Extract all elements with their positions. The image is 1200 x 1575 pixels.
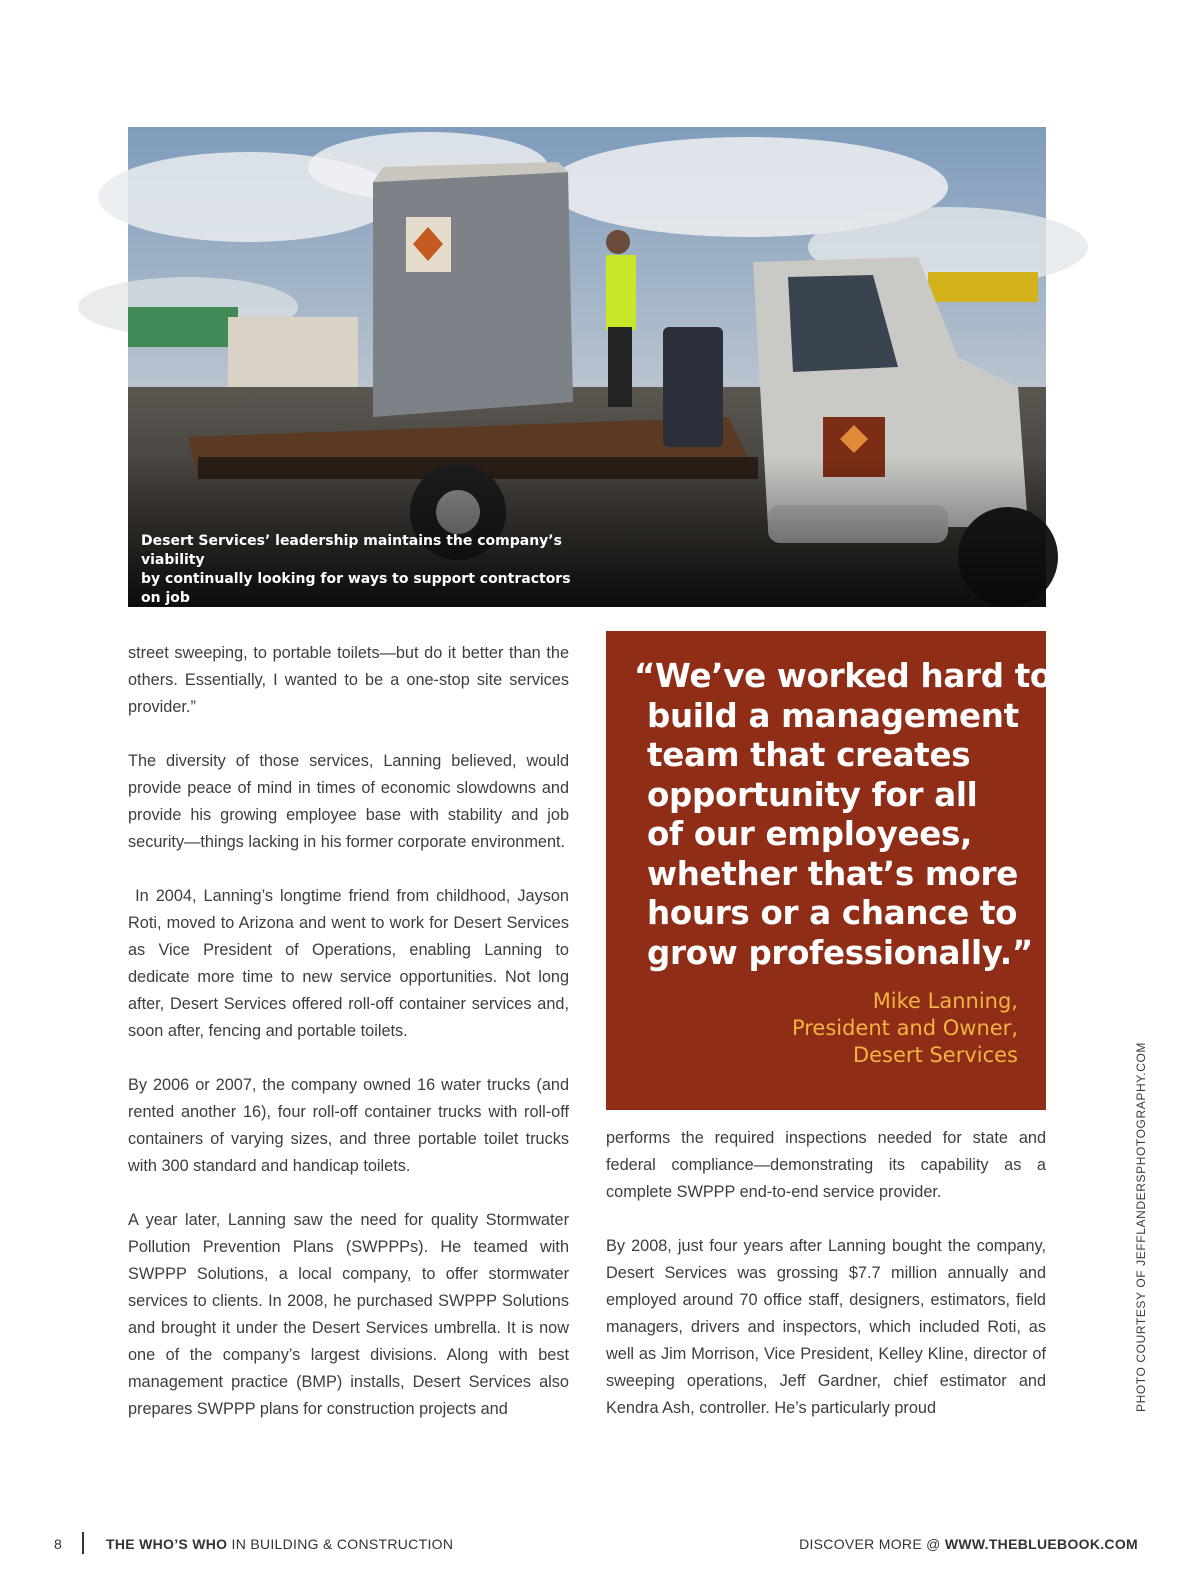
pull-quote xyxy=(634,657,1052,973)
paragraph: street sweeping, to portable toilets—but do it better than the others. Essentially, I wanted to be a one-stop site services provider.” xyxy=(128,644,569,716)
quote-line: “We’ve worked hard to xyxy=(634,657,1052,695)
quote-line: grow professionally.” xyxy=(647,933,1033,972)
attribution-company: Desert Services xyxy=(852,1043,1018,1067)
discover-more xyxy=(799,1536,1138,1552)
photo-caption xyxy=(141,532,571,627)
article-photo xyxy=(128,127,1046,625)
publication-title xyxy=(106,1536,453,1552)
footer-divider xyxy=(82,1532,84,1554)
paragraph: performs the required inspections needed for state and federal compliance—demonstrating its capability as a complete SWPPP end-to-end service provider. xyxy=(606,1129,1046,1201)
caption-line: by continually looking for ways to support contractors on job xyxy=(141,571,571,606)
attribution-name: Mike Lanning, xyxy=(872,989,1018,1013)
quote-line: team that creates xyxy=(647,736,971,774)
left-column xyxy=(128,640,574,1450)
quote-line: hours or a chance to xyxy=(647,894,1018,932)
quote-line: build a management xyxy=(647,696,1019,735)
caption-line: Desert Services’ leadership maintains the company’s viability xyxy=(141,533,562,568)
page-footer xyxy=(0,1532,1200,1556)
website-link[interactable]: WWW.THEBLUEBOOK.COM xyxy=(944,1536,1138,1552)
discover-prefix: DISCOVER MORE @ xyxy=(799,1536,945,1552)
paragraph: By 2008, just four years after Lanning bought the company, Desert Services was grossing $7.7 million annually and employed around 70 office staff, designers, estimators, field managers, drivers and inspectors, which included Roti, as well as Jim Morrison, Vice President, Kelley Kline, director of sweeping operations, Jeff Gardner, chief estimator and Kendra Ash, controller. He’s particularly proud xyxy=(606,1237,1046,1417)
right-column xyxy=(606,1125,1046,1449)
caption-line: sites. Portable toilets is one such area. xyxy=(141,609,451,625)
paragraph: A year later, Lanning saw the need for quality Stormwater Pollution Prevention Plans (SWPPPs). He teamed with SWPPP Solutions, a local company, to offer stormwater services to clients. In 2008, he purchased SWPPP Solutions and brought it under the Desert Services umbrella. It is now one of the company’s largest divisions. Along with best management practice (BMP) installs, Desert Services also prepares SWPPP plans for construction projects and xyxy=(128,1211,569,1418)
page-number: 8 xyxy=(54,1536,62,1552)
quote-line: of our employees, xyxy=(647,815,973,853)
paragraph: In 2004, Lanning’s longtime friend from childhood, Jayson Roti, moved to Arizona and went to work for Desert Services as Vice President of Operations, enabling Lanning to dedicate more time to new service opportunities. Not long after, Desert Services offered roll-off container services and, soon after, fencing and portable toilets. xyxy=(128,887,574,1040)
attribution-title: President and Owner, xyxy=(791,1016,1018,1040)
paragraph: The diversity of those services, Lanning believed, would provide peace of mind in times of economic slowdowns and provide his growing employee base with stability and job security—things lacking in his former corporate environment. xyxy=(128,752,569,851)
quote-attribution xyxy=(792,988,1018,1069)
publication-title-rest: IN BUILDING & CONSTRUCTION xyxy=(227,1536,454,1552)
pull-quote-box xyxy=(606,631,1052,1110)
quote-line: whether that’s more xyxy=(647,854,1018,893)
paragraph: By 2006 or 2007, the company owned 16 water trucks (and rented another 16), four roll-off container trucks with roll-off containers of varying sizes, and three portable toilet trucks with 300 standard and handicap toilets. xyxy=(128,1076,569,1175)
publication-title-bold: THE WHO’S WHO xyxy=(106,1536,228,1552)
photo-credit: PHOTO COURTESY OF JEFFLANDERSPHOTOGRAPHY.COM xyxy=(1134,1041,1148,1412)
quote-line: opportunity for all xyxy=(647,775,978,814)
